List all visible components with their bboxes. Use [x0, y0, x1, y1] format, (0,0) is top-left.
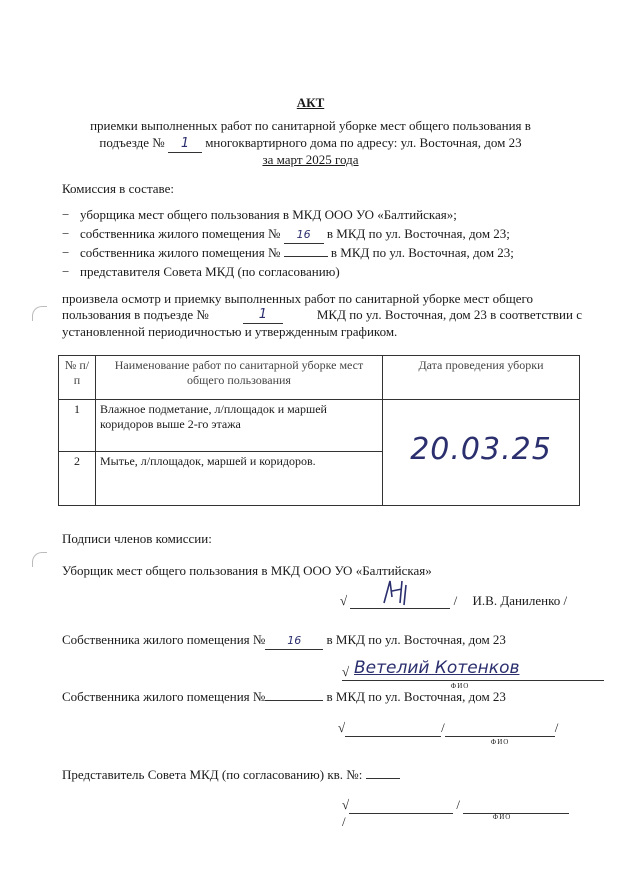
member-text: собственника жилого помещения №: [80, 226, 281, 241]
header-line-1: приемки выполненных работ по санитарной уборке мест общего пользования в: [90, 118, 531, 133]
check-mark: √: [340, 593, 348, 608]
owner1-signature-line: [342, 654, 604, 681]
apartment-number-handwritten: 16: [284, 227, 324, 244]
commission-intro: Комиссия в составе:: [62, 181, 174, 196]
row-work-name: Влажное подметание, л/площадок и маршей коридоров выше 2-го этажа: [96, 400, 383, 452]
commission-member-1: [62, 207, 582, 226]
entrance-number-handwritten: 1: [243, 307, 283, 324]
paragraph-line-3: установленной периодичностью и утвержденным графиком.: [62, 324, 398, 339]
cleaner-signature: [350, 595, 450, 609]
bullet: −: [62, 226, 70, 241]
works-table: [58, 355, 580, 506]
date-cell: [383, 400, 580, 506]
fio-caption: ФИО: [490, 738, 510, 746]
member-text: собственника жилого помещения №: [80, 245, 281, 260]
binder-mark: [32, 306, 47, 321]
owner-label: Собственника жилого помещения №: [62, 689, 266, 704]
commission-member-4: [62, 264, 582, 283]
member-text: в МКД по ул. Восточная, дом 23;: [326, 226, 510, 241]
row-work-name: Мытье, л/площадок, маршей и коридоров.: [96, 452, 383, 506]
title-text: АКТ: [296, 95, 325, 110]
apartment-number-handwritten: 16: [265, 633, 323, 650]
rep-label: Представитель Совета МКД (по согласованию) кв. №:: [62, 767, 363, 782]
owner1-line: [62, 632, 506, 650]
paragraph-text: пользования в подъезде №: [62, 307, 209, 322]
paragraph-text: МКД по ул. Восточная, дом 23 в соответствии с: [316, 307, 582, 322]
period-line: [0, 152, 621, 168]
apartment-number-blank: [284, 256, 328, 257]
bullet: −: [62, 207, 70, 222]
entrance-number-handwritten: 1: [168, 136, 202, 153]
owner-address: в МКД по ул. Восточная, дом 23: [326, 632, 506, 647]
header-date: Дата проведения уборки: [383, 356, 580, 400]
cleaner-name: И.В. Даниленко /: [472, 593, 568, 608]
table-header-row: [59, 356, 580, 400]
document-title: [0, 95, 621, 111]
row-num: 2: [59, 452, 96, 506]
owner2-line: [62, 689, 506, 705]
cleaner-label: Уборщик мест общего пользования в МКД ООО УО «Балтийская»: [62, 563, 432, 578]
bullet: −: [62, 245, 70, 260]
commission-member-3: [62, 245, 582, 264]
paragraph-line-2: [62, 307, 582, 324]
header-num: № п/п: [59, 356, 96, 400]
cleaner-signature-line: √ / И.В. Даниленко /: [340, 593, 600, 609]
owner-address: в МКД по ул. Восточная, дом 23: [326, 689, 506, 704]
apartment-number-blank: [265, 700, 323, 701]
row-num: 1: [59, 400, 96, 452]
rep-line: [62, 767, 400, 783]
signatures-heading: Подписи членов комиссии:: [62, 531, 212, 546]
header-work-name: Наименование работ по санитарной уборке мест общего пользования: [96, 356, 383, 400]
entrance-label: подъезде №: [99, 135, 165, 150]
period-text: за март 2025 года: [262, 152, 359, 167]
binder-mark: [32, 552, 47, 567]
header-line-2: [0, 135, 621, 153]
check-mark: √: [342, 797, 350, 812]
table-row: [59, 400, 580, 452]
member-text: представителя Совета МКД (по согласованию): [80, 264, 340, 279]
owner1-signature-handwritten: Ветелий Котенков: [354, 658, 520, 678]
inspection-paragraph: [62, 291, 582, 340]
signature-scribble: [378, 577, 418, 607]
owner-label: Собственника жилого помещения №: [62, 632, 266, 647]
member-text: в МКД по ул. Восточная, дом 23;: [330, 245, 514, 260]
member-text: уборщика мест общего пользования в МКД ООО УО «Балтийская»;: [80, 207, 457, 222]
fio-caption: ФИО: [450, 682, 470, 690]
rep-apartment-blank: [366, 778, 400, 779]
owner2-signature-line: √ / /: [338, 720, 559, 735]
check-mark: √: [338, 720, 346, 735]
fio-caption: ФИО: [492, 813, 512, 821]
commission-list: [62, 207, 582, 283]
address-text: многоквартирного дома по адресу: ул. Восточная, дом 23: [205, 135, 522, 150]
rep-signature-line: √ / /: [342, 797, 572, 830]
paragraph-line-1: произвела осмотр и приемку выполненных работ по санитарной уборке мест общего: [62, 291, 534, 306]
commission-member-2: [62, 226, 582, 245]
bullet: −: [62, 264, 70, 279]
check-mark: √: [342, 664, 350, 679]
handwritten-date: 20.03.25: [410, 432, 552, 467]
